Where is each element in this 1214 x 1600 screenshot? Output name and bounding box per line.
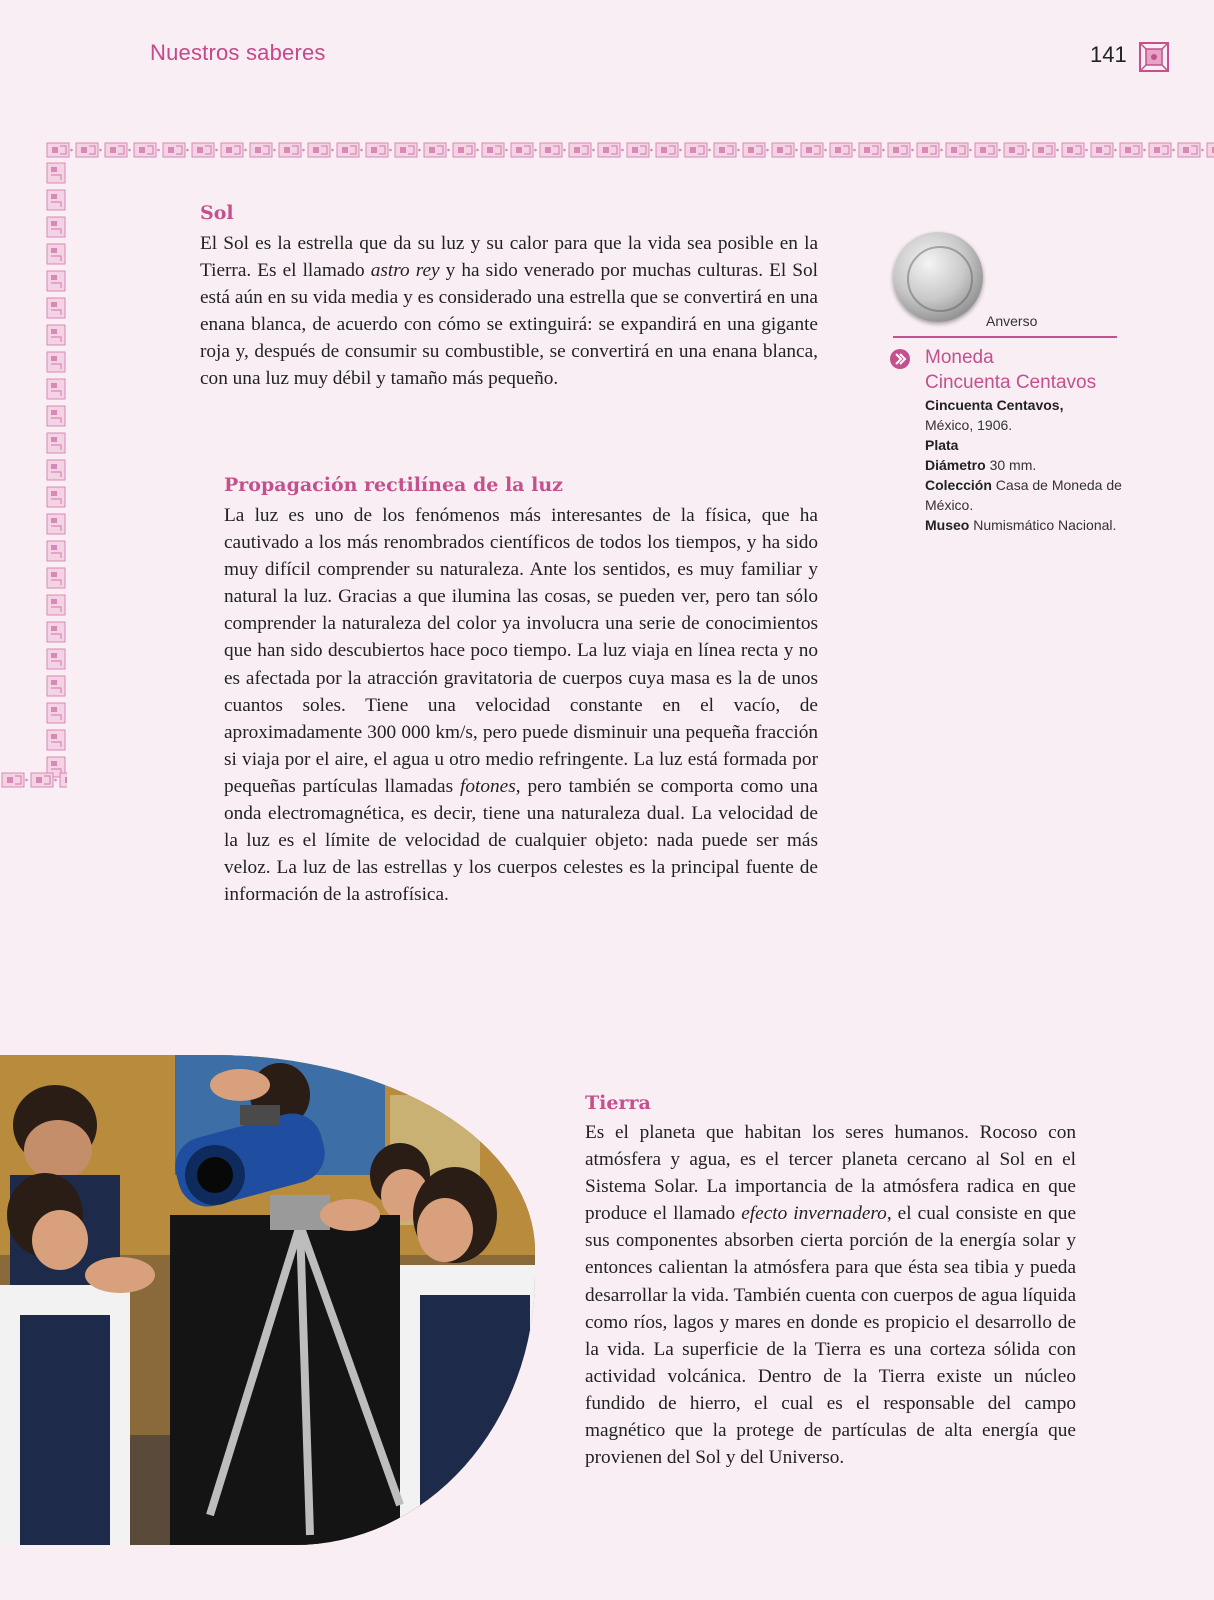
paragraph-tierra: Es el planeta que habitan los seres humanos. Rocoso con atmósfera y agua, es el tercer planeta cercano al Sol en el Sistema Solar. La importancia de la atmósfera radica en que produce el llamado efecto invernadero, el cual consiste en que sus componentes absorben cierta porción de la energía solar y entonces calientan la atmósfera para que ésta sea tibia y pueda desarrollar la vida. También cuenta con cuerpos de agua líquida como ríos, lagos y mares en donde es propicio el desarrollo de la vida. La superficie de la Tierra es una corteza sólida con actividad volcánica. Dentro de la Tierra existe un núcleo fundido de hierro, el cual es el responsable del campo magnético que la protege de partículas de alta energía que provienen del Sol y del Universo. (585, 1122, 1077, 1469)
coin-divider (893, 336, 1117, 338)
paragraph-sol: El Sol es la estrella que da su luz y su calor para que la vida sea posible en la Tierra. Es el llamado astro rey y ha sido venerado por muchas culturas. El Sol está aún en su vida media y es considerado una estrella que se convertirá en una enana blanca, de acuerdo con cómo se extinguirá: se expandirá en una gigante roja y, después de consumir su combustible, se convertirá en una enana blanca, con una luz muy débil y tamaño más pequeño. (200, 233, 818, 390)
page-number: 141 (1090, 42, 1127, 67)
decorative-border-bottom (0, 770, 67, 790)
coin-title: Moneda Cincuenta Centavos (925, 347, 1097, 393)
glyph-ornament-icon (1137, 40, 1171, 74)
chevron-right-icon (890, 349, 910, 369)
decorative-border-top (45, 140, 1214, 160)
heading-propagacion: Propagación rectilínea de la luz (224, 474, 563, 496)
students-telescope-photo (0, 1055, 535, 1545)
heading-sol: Sol (200, 202, 234, 224)
coin-details: Cincuenta Centavos, México, 1906. Plata Diámetro 30 mm. Colección Casa de Moneda de México. Museo Numismático Nacional. (925, 397, 1122, 533)
heading-tierra: Tierra (585, 1092, 651, 1114)
section-title: Nuestros saberes (150, 40, 326, 65)
paragraph-propagacion: La luz es uno de los fenómenos más interesantes de la física, que ha cautivado a los más renombrados científicos de todos los tiempos, y ha sido muy difícil comprender su naturaleza. Ante los sentidos, es muy familiar y natural la luz. Gracias a que ilumina las cosas, se pueden ver, pero tan sólo comprender la naturaleza del color ya involucra una serie de conocimientos que han sido descubiertos hace poco tiempo. La luz viaja en línea recta y no es afectada por la atracción gravitatoria de cuerpos cuya masa es la de unos cuantos soles. Tiene una velocidad constante en el vacío, de aproximadamente 300 000 km/s, pero puede disminuir una pequeña fracción si viaja por el aire, el agua u otro medio refringente. La luz está formada por pequeñas partículas llamadas fotones, pero también se comporta como una onda electromagnética, es decir, tiene una naturaleza dual. La velocidad de la luz es el límite de velocidad de cualquier objeto: nada puede ser más veloz. La luz de las estrellas y los cuerpos celestes es la principal fuente de información de la astrofísica. (224, 505, 818, 906)
coin-caption: Anverso (986, 313, 1038, 329)
coin-image (893, 232, 983, 322)
decorative-border-left (45, 160, 67, 780)
